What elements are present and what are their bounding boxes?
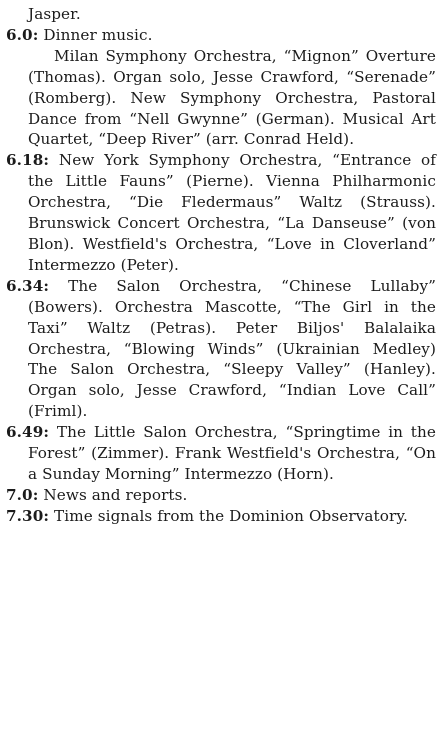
entry-description: News and reports. (43, 485, 188, 504)
continuation-text: Jasper. (28, 5, 81, 23)
entry-description: Time signals from the Dominion Observatory. (54, 506, 408, 525)
entry-description: Dinner music. (43, 25, 153, 44)
entry-time: 7.30: (6, 506, 50, 525)
entry-detail: Milan Symphony Orchestra, “Mignon” Overture (Thomas). Organ solo, Jesse Crawford, “Serenade” (Romberg). New Symphony Orchestra, Pastoral Dance from “Nell Gwynne” (German). Musical Art Quartet, “Deep River” (arr. Conrad Held). (28, 46, 436, 149)
programme-entry (6, 25, 436, 46)
entry-description: The Salon Orchestra, “Chinese Lullaby” (Bowers). Orchestra Mascotte, “The Girl in the Taxi” Waltz (Petras). Peter Biljos' Balalaika Orchestra, “Blowing Winds” (Ukrainian Medley) The Salon Orchestra, “Sleepy Valley” (Hanley). Organ solo, Jesse Crawford, “Indian Love Call” (Friml). (28, 276, 436, 421)
programme-entry (6, 150, 436, 275)
programme-entry (6, 422, 436, 485)
entry-time: 7.0: (6, 485, 39, 504)
radio-programme-column (6, 4, 436, 527)
programme-entry (6, 506, 436, 527)
entry-description: New York Symphony Orchestra, “Entrance of the Little Fauns” (Pierne). Vienna Philharmonic Orchestra, “Die Fledermaus” Waltz (Strauss). Brunswick Concert Orchestra, “La Danseuse” (von Blon). Westfield's Orchestra, “Love in Cloverland” Intermezzo (Peter). (28, 151, 436, 274)
entry-time: 6.49: (6, 423, 50, 442)
entry-time: 6.18: (6, 151, 50, 170)
programme-entry (6, 276, 436, 422)
entry-description: The Little Salon Orchestra, “Springtime in the Forest” (Zimmer). Frank Westfield's Orchestra, “On a Sunday Morning” Intermezzo (Horn). (28, 423, 436, 483)
entry-time: 6.34: (6, 276, 50, 295)
entry-time: 6.0: (6, 25, 39, 44)
programme-entry (6, 485, 436, 506)
